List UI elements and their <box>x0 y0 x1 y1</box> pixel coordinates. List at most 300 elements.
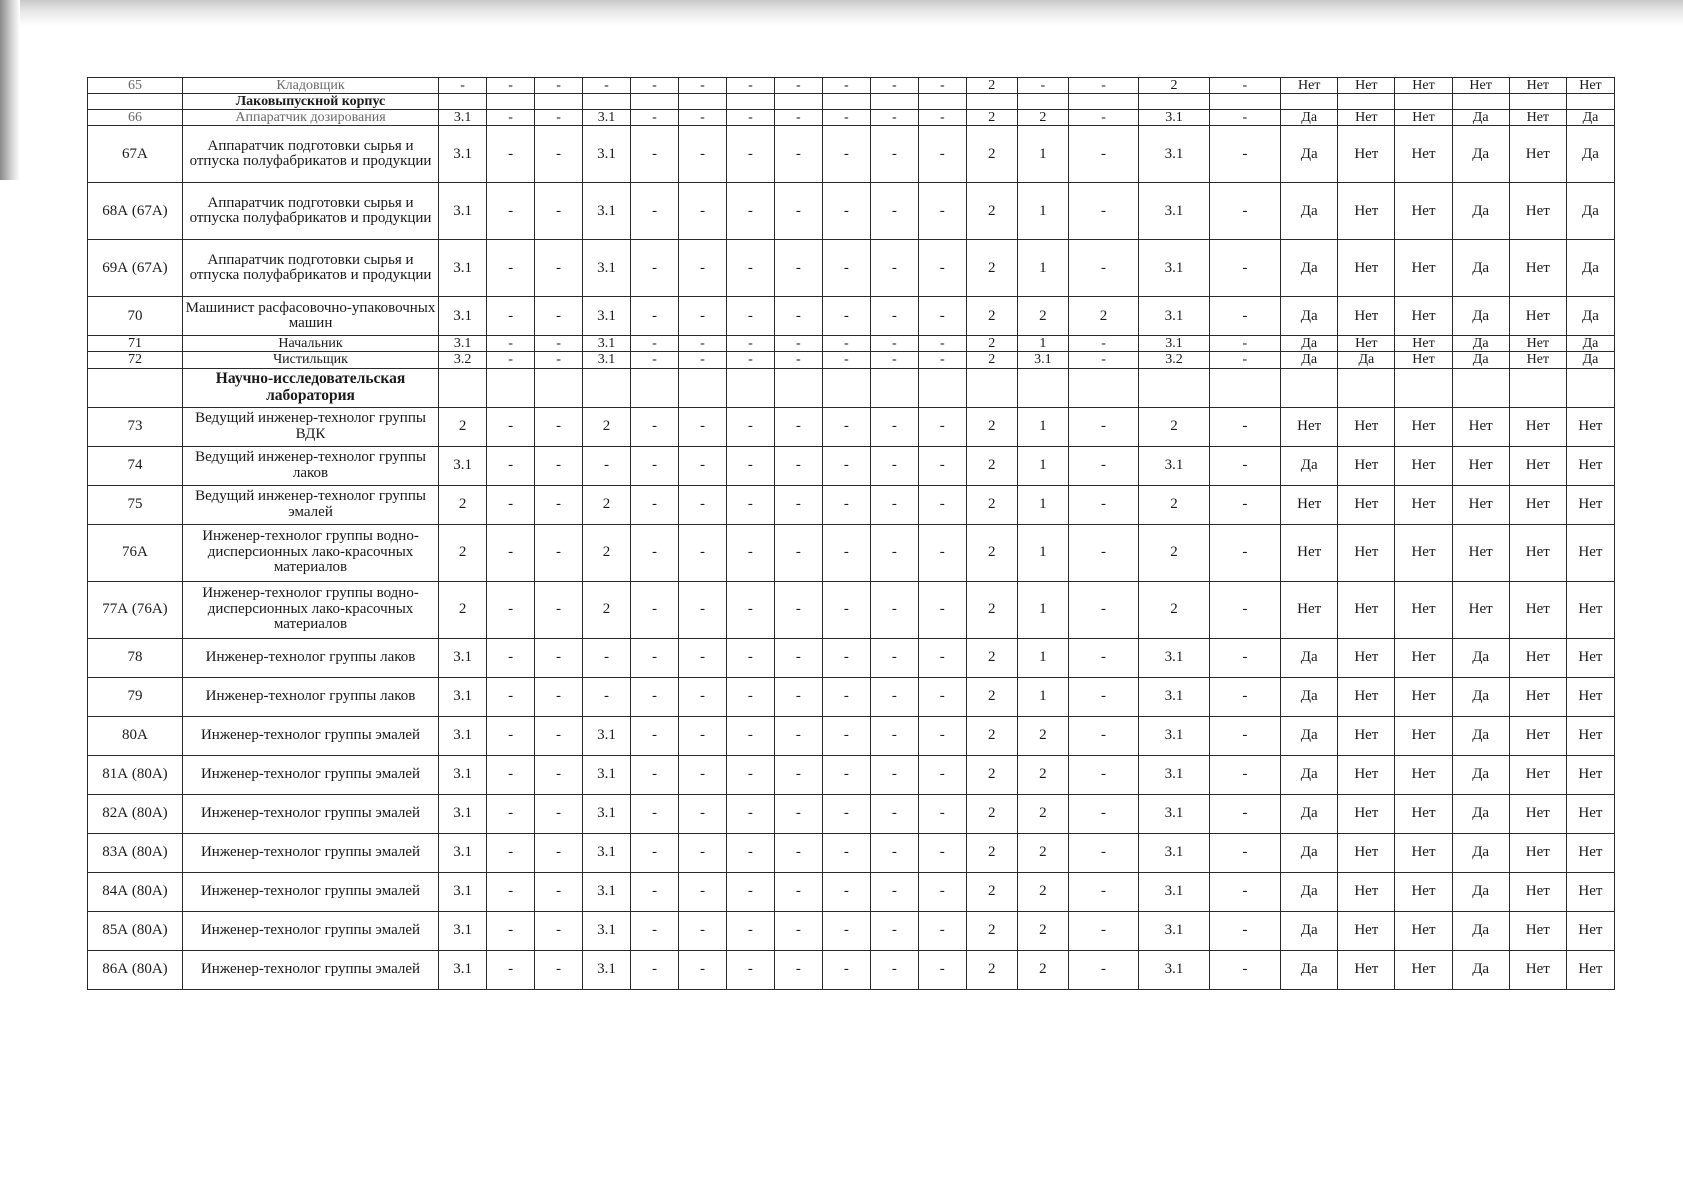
value-cell: - <box>678 485 726 524</box>
row-number-cell: 81А (80А) <box>88 755 183 794</box>
value-cell: Нет <box>1509 336 1566 352</box>
empty-cell <box>439 94 487 110</box>
value-cell: - <box>822 183 870 240</box>
value-cell: 3.1 <box>583 183 631 240</box>
value-cell: - <box>918 240 966 297</box>
value-cell: - <box>918 336 966 352</box>
value-cell: - <box>1209 677 1280 716</box>
value-cell: - <box>439 78 487 94</box>
value-cell: - <box>487 524 535 581</box>
value-cell: Нет <box>1566 78 1614 94</box>
value-cell: - <box>535 352 583 368</box>
value-cell: - <box>678 638 726 677</box>
value-cell: 3.1 <box>583 240 631 297</box>
value-cell: - <box>678 872 726 911</box>
value-cell: 3.1 <box>583 336 631 352</box>
section-row <box>88 94 1615 110</box>
value-cell: - <box>630 297 678 336</box>
value-cell: Нет <box>1452 581 1509 638</box>
value-cell: - <box>918 297 966 336</box>
row-number-cell: 76А <box>88 524 183 581</box>
value-cell: - <box>774 446 822 485</box>
value-cell: - <box>535 677 583 716</box>
value-cell: - <box>726 485 774 524</box>
value-cell: Да <box>1566 336 1614 352</box>
table-row <box>88 833 1615 872</box>
value-cell: 3.1 <box>583 950 631 989</box>
empty-cell <box>726 368 774 407</box>
value-cell: - <box>870 833 918 872</box>
value-cell: - <box>535 240 583 297</box>
value-cell: Нет <box>1509 677 1566 716</box>
value-cell: - <box>774 240 822 297</box>
empty-cell <box>966 94 1017 110</box>
value-cell: Нет <box>1395 352 1452 368</box>
value-cell: - <box>678 352 726 368</box>
value-cell: 3.1 <box>1139 872 1209 911</box>
value-cell: - <box>726 794 774 833</box>
value-cell: 3.1 <box>583 110 631 126</box>
job-title-cell: Инженер-технолог группы эмалей <box>182 755 438 794</box>
value-cell: 3.1 <box>1139 911 1209 950</box>
value-cell: - <box>822 126 870 183</box>
value-cell: 2 <box>1017 716 1068 755</box>
value-cell: - <box>1068 352 1138 368</box>
value-cell: 3.1 <box>1017 352 1068 368</box>
value-cell: - <box>726 581 774 638</box>
job-title-cell: Инженер-технолог группы эмалей <box>182 872 438 911</box>
value-cell: - <box>726 240 774 297</box>
value-cell: Нет <box>1509 126 1566 183</box>
value-cell: Нет <box>1509 297 1566 336</box>
value-cell: - <box>630 407 678 446</box>
value-cell: 2 <box>1139 407 1209 446</box>
value-cell: - <box>870 581 918 638</box>
value-cell: Нет <box>1452 407 1509 446</box>
value-cell: - <box>1209 638 1280 677</box>
table-row <box>88 755 1615 794</box>
value-cell: Нет <box>1338 336 1395 352</box>
value-cell: Нет <box>1509 794 1566 833</box>
value-cell: - <box>1209 336 1280 352</box>
value-cell: - <box>822 755 870 794</box>
value-cell: - <box>535 297 583 336</box>
value-cell: 3.2 <box>1139 352 1209 368</box>
value-cell: - <box>870 407 918 446</box>
value-cell: - <box>630 336 678 352</box>
value-cell: - <box>1209 716 1280 755</box>
empty-cell <box>1281 94 1338 110</box>
value-cell: - <box>487 407 535 446</box>
job-title-cell: Инженер-технолог группы лаков <box>182 677 438 716</box>
empty-cell <box>678 368 726 407</box>
value-cell: Да <box>1452 911 1509 950</box>
job-title-cell: Инженер-технолог группы лаков <box>182 638 438 677</box>
table-row <box>88 524 1615 581</box>
value-cell: Да <box>1452 638 1509 677</box>
value-cell: Да <box>1566 240 1614 297</box>
value-cell: - <box>918 677 966 716</box>
value-cell: Нет <box>1395 872 1452 911</box>
value-cell: - <box>726 336 774 352</box>
value-cell: - <box>487 446 535 485</box>
value-cell: - <box>774 336 822 352</box>
value-cell: Нет <box>1509 352 1566 368</box>
value-cell: - <box>678 716 726 755</box>
value-cell: 3.1 <box>583 297 631 336</box>
value-cell: 2 <box>966 794 1017 833</box>
value-cell: Нет <box>1509 485 1566 524</box>
empty-cell <box>1209 368 1280 407</box>
value-cell: - <box>535 950 583 989</box>
value-cell: Нет <box>1395 638 1452 677</box>
value-cell: 2 <box>1139 78 1209 94</box>
value-cell: - <box>630 524 678 581</box>
value-cell: - <box>774 833 822 872</box>
job-title-cell: Ведущий инженер-технолог группы лаков <box>182 446 438 485</box>
empty-cell <box>1509 94 1566 110</box>
value-cell: 2 <box>583 407 631 446</box>
value-cell: - <box>726 352 774 368</box>
value-cell: - <box>630 716 678 755</box>
value-cell: - <box>1209 126 1280 183</box>
value-cell: Нет <box>1509 755 1566 794</box>
value-cell: - <box>918 872 966 911</box>
table-body <box>88 78 1615 990</box>
empty-cell <box>1452 368 1509 407</box>
value-cell: 2 <box>439 581 487 638</box>
value-cell: - <box>487 911 535 950</box>
empty-cell <box>918 368 966 407</box>
value-cell: - <box>1209 78 1280 94</box>
value-cell: - <box>535 336 583 352</box>
value-cell: - <box>1068 110 1138 126</box>
empty-cell <box>583 94 631 110</box>
value-cell: Нет <box>1566 716 1614 755</box>
value-cell: Да <box>1281 183 1338 240</box>
value-cell: Нет <box>1509 407 1566 446</box>
value-cell: 1 <box>1017 183 1068 240</box>
job-title-cell: Инженер-технолог группы эмалей <box>182 911 438 950</box>
value-cell: 3.1 <box>1139 446 1209 485</box>
value-cell: 3.1 <box>583 794 631 833</box>
value-cell: Да <box>1281 872 1338 911</box>
value-cell: Нет <box>1338 950 1395 989</box>
value-cell: Нет <box>1395 126 1452 183</box>
value-cell: - <box>822 677 870 716</box>
value-cell: - <box>487 794 535 833</box>
table-row <box>88 638 1615 677</box>
value-cell: - <box>822 524 870 581</box>
value-cell: 2 <box>966 677 1017 716</box>
value-cell: - <box>774 677 822 716</box>
row-number-cell: 66 <box>88 110 183 126</box>
value-cell: Нет <box>1395 911 1452 950</box>
working-conditions-table <box>87 77 1615 990</box>
value-cell: Да <box>1281 911 1338 950</box>
value-cell: Да <box>1281 240 1338 297</box>
value-cell: Нет <box>1395 78 1452 94</box>
value-cell: 2 <box>966 833 1017 872</box>
table-row <box>88 407 1615 446</box>
value-cell: Нет <box>1338 524 1395 581</box>
empty-cell <box>1281 368 1338 407</box>
value-cell: - <box>822 911 870 950</box>
value-cell: - <box>535 716 583 755</box>
value-cell: - <box>774 911 822 950</box>
value-cell: 1 <box>1017 581 1068 638</box>
value-cell: - <box>822 446 870 485</box>
job-title-cell: Аппаратчик подготовки сырья и отпуска полуфабрикатов и продукции <box>182 240 438 297</box>
value-cell: - <box>535 755 583 794</box>
table-row <box>88 872 1615 911</box>
value-cell: - <box>918 446 966 485</box>
value-cell: 2 <box>966 755 1017 794</box>
value-cell: Да <box>1452 110 1509 126</box>
value-cell: 1 <box>1017 638 1068 677</box>
value-cell: - <box>918 794 966 833</box>
value-cell: - <box>774 183 822 240</box>
value-cell: Нет <box>1338 794 1395 833</box>
row-number-cell: 69А (67А) <box>88 240 183 297</box>
value-cell: Да <box>1452 794 1509 833</box>
empty-cell <box>870 94 918 110</box>
value-cell: - <box>1209 297 1280 336</box>
value-cell: - <box>918 126 966 183</box>
value-cell: Да <box>1452 716 1509 755</box>
value-cell: - <box>1068 794 1138 833</box>
empty-cell <box>630 94 678 110</box>
value-cell: - <box>918 485 966 524</box>
value-cell: - <box>630 638 678 677</box>
value-cell: 2 <box>1017 755 1068 794</box>
value-cell: 3.1 <box>439 110 487 126</box>
value-cell: - <box>630 352 678 368</box>
value-cell: Нет <box>1509 78 1566 94</box>
value-cell: 1 <box>1017 524 1068 581</box>
value-cell: - <box>487 336 535 352</box>
value-cell: Нет <box>1395 950 1452 989</box>
value-cell: Да <box>1281 638 1338 677</box>
value-cell: Нет <box>1566 638 1614 677</box>
value-cell: - <box>822 794 870 833</box>
value-cell: 3.1 <box>439 755 487 794</box>
empty-cell <box>1509 368 1566 407</box>
value-cell: 2 <box>1017 297 1068 336</box>
value-cell: - <box>1209 833 1280 872</box>
table-row <box>88 581 1615 638</box>
value-cell: Нет <box>1452 78 1509 94</box>
value-cell: - <box>678 911 726 950</box>
value-cell: - <box>487 240 535 297</box>
value-cell: Нет <box>1395 794 1452 833</box>
row-number-cell: 71 <box>88 336 183 352</box>
value-cell: Нет <box>1338 183 1395 240</box>
value-cell: - <box>774 126 822 183</box>
value-cell: Нет <box>1509 524 1566 581</box>
value-cell: Нет <box>1395 755 1452 794</box>
value-cell: - <box>630 833 678 872</box>
value-cell: 3.1 <box>1139 950 1209 989</box>
value-cell: - <box>535 911 583 950</box>
section-row <box>88 368 1615 407</box>
value-cell: 3.1 <box>439 872 487 911</box>
row-number-cell: 65 <box>88 78 183 94</box>
row-number-cell: 86А (80А) <box>88 950 183 989</box>
value-cell: Нет <box>1281 407 1338 446</box>
value-cell: Нет <box>1338 638 1395 677</box>
empty-cell <box>583 368 631 407</box>
value-cell: 2 <box>966 240 1017 297</box>
value-cell: 3.1 <box>1139 638 1209 677</box>
value-cell: Да <box>1452 833 1509 872</box>
value-cell: - <box>535 638 583 677</box>
value-cell: - <box>726 524 774 581</box>
value-cell: - <box>630 485 678 524</box>
value-cell: - <box>918 911 966 950</box>
value-cell: 3.1 <box>583 352 631 368</box>
job-title-cell: Ведущий инженер-технолог группы ВДК <box>182 407 438 446</box>
value-cell: Да <box>1281 446 1338 485</box>
value-cell: 3.1 <box>439 794 487 833</box>
value-cell: Нет <box>1338 110 1395 126</box>
value-cell: 3.1 <box>439 677 487 716</box>
job-title-cell: Инженер-технолог группы водно-дисперсионных лако-красочных материалов <box>182 524 438 581</box>
value-cell: Да <box>1566 297 1614 336</box>
row-number-cell: 82А (80А) <box>88 794 183 833</box>
value-cell: Нет <box>1338 485 1395 524</box>
value-cell: Нет <box>1566 524 1614 581</box>
value-cell: 3.1 <box>439 911 487 950</box>
value-cell: Да <box>1281 297 1338 336</box>
value-cell: - <box>535 872 583 911</box>
value-cell: Нет <box>1338 78 1395 94</box>
value-cell: - <box>774 110 822 126</box>
job-title-cell: Инженер-технолог группы эмалей <box>182 950 438 989</box>
value-cell: Нет <box>1395 485 1452 524</box>
table-row <box>88 110 1615 126</box>
value-cell: - <box>678 833 726 872</box>
value-cell: - <box>583 78 631 94</box>
value-cell: Нет <box>1338 581 1395 638</box>
value-cell: - <box>870 240 918 297</box>
value-cell: - <box>726 638 774 677</box>
value-cell: - <box>726 407 774 446</box>
value-cell: 3.1 <box>1139 833 1209 872</box>
value-cell: - <box>678 407 726 446</box>
value-cell: - <box>1209 755 1280 794</box>
value-cell: Нет <box>1395 716 1452 755</box>
value-cell: Да <box>1281 110 1338 126</box>
empty-cell <box>918 94 966 110</box>
value-cell: - <box>918 716 966 755</box>
value-cell: Нет <box>1452 446 1509 485</box>
value-cell: 3.1 <box>1139 183 1209 240</box>
value-cell: - <box>1068 950 1138 989</box>
value-cell: 3.1 <box>1139 126 1209 183</box>
value-cell: Нет <box>1509 911 1566 950</box>
value-cell: 2 <box>1068 297 1138 336</box>
empty-cell <box>535 94 583 110</box>
value-cell: - <box>822 352 870 368</box>
job-title-cell: Инженер-технолог группы эмалей <box>182 716 438 755</box>
empty-cell <box>439 368 487 407</box>
value-cell: 1 <box>1017 126 1068 183</box>
value-cell: - <box>1068 677 1138 716</box>
empty-cell <box>1017 368 1068 407</box>
value-cell: - <box>535 485 583 524</box>
empty-cell <box>1338 94 1395 110</box>
value-cell: Нет <box>1395 524 1452 581</box>
value-cell: - <box>535 833 583 872</box>
value-cell: 2 <box>966 716 1017 755</box>
value-cell: - <box>822 297 870 336</box>
value-cell: - <box>1068 183 1138 240</box>
value-cell: Нет <box>1509 872 1566 911</box>
value-cell: - <box>535 183 583 240</box>
value-cell: Нет <box>1338 911 1395 950</box>
value-cell: - <box>535 446 583 485</box>
value-cell: - <box>726 833 774 872</box>
row-number-cell: 72 <box>88 352 183 368</box>
table-row <box>88 78 1615 94</box>
value-cell: Нет <box>1566 872 1614 911</box>
empty-cell <box>1338 368 1395 407</box>
value-cell: - <box>630 911 678 950</box>
value-cell: - <box>726 297 774 336</box>
value-cell: 2 <box>1017 110 1068 126</box>
value-cell: Нет <box>1281 78 1338 94</box>
value-cell: 2 <box>966 407 1017 446</box>
empty-cell <box>1139 94 1209 110</box>
empty-cell <box>487 94 535 110</box>
value-cell: 3.1 <box>1139 677 1209 716</box>
value-cell: Да <box>1281 677 1338 716</box>
value-cell: Нет <box>1509 638 1566 677</box>
value-cell: 2 <box>966 110 1017 126</box>
empty-cell <box>822 368 870 407</box>
value-cell: 2 <box>1017 950 1068 989</box>
value-cell: Да <box>1281 126 1338 183</box>
value-cell: 3.1 <box>1139 240 1209 297</box>
value-cell: Да <box>1452 755 1509 794</box>
value-cell: Нет <box>1338 716 1395 755</box>
value-cell: - <box>630 677 678 716</box>
value-cell: 2 <box>966 297 1017 336</box>
value-cell: - <box>918 755 966 794</box>
value-cell: - <box>678 950 726 989</box>
value-cell: - <box>487 183 535 240</box>
empty-cell <box>966 368 1017 407</box>
value-cell: - <box>535 126 583 183</box>
value-cell: 3.1 <box>583 126 631 183</box>
value-cell: Нет <box>1509 446 1566 485</box>
value-cell: - <box>487 872 535 911</box>
empty-cell <box>1209 94 1280 110</box>
value-cell: Нет <box>1509 716 1566 755</box>
value-cell: - <box>678 581 726 638</box>
table-row <box>88 183 1615 240</box>
value-cell: - <box>630 755 678 794</box>
value-cell: - <box>583 638 631 677</box>
value-cell: - <box>1209 240 1280 297</box>
value-cell: Нет <box>1566 794 1614 833</box>
value-cell: 2 <box>1017 911 1068 950</box>
table-row <box>88 336 1615 352</box>
value-cell: 3.1 <box>439 183 487 240</box>
value-cell: - <box>630 446 678 485</box>
table-row <box>88 794 1615 833</box>
